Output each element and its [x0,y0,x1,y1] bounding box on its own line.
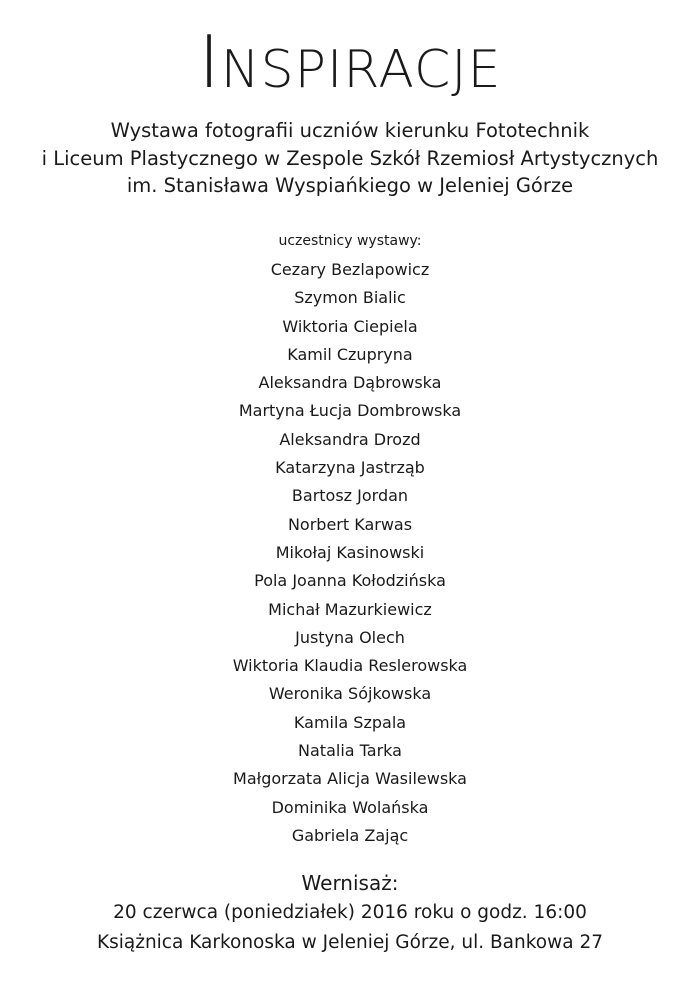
vernissage-info [0,868,700,958]
participant-name: Michał Mazurkiewicz [268,599,432,619]
participant-name: Aleksandra Dąbrowska [258,373,442,393]
participant-name: Weronika Sójkowska [268,684,432,704]
description-line: i Liceum Plastycznego w Zespole Szkół Rzemiosł Artystycznych [41,146,659,170]
participant-name: Natalia Tarka [298,741,402,761]
participant-name: Wiktoria Ciepiela [282,316,418,336]
participant-name: Martyna Łucja Dombrowska [238,401,462,421]
participant-name: Aleksandra Drozd [279,429,421,449]
vernissage-date: 20 czerwca (poniedziałek) 2016 roku o godz. 16:00 [113,902,587,923]
participant-name: Szymon Bialic [294,288,406,308]
participant-name: Kamil Czupryna [287,344,413,364]
participant-name: Cezary Bezlapowicz [270,260,430,279]
participant-name: Katarzyna Jastrząb [275,458,425,478]
vernissage-place: Książnica Karkonoska w Jeleniej Górze, ul. Bankowa 27 [96,932,603,953]
participant-name: Kamila Szpala [293,712,407,732]
participant-name: Norbert Karwas [287,514,413,534]
description-line: Wystawa fotografii uczniów kierunku Fototechnik [110,119,590,142]
participant-name: Dominika Wolańska [271,797,429,817]
participant-name: Pola Joanna Kołodzińska [254,571,446,591]
participants-list [0,256,700,850]
vernissage-heading: Wernisaż: [301,871,399,895]
participants-heading: uczestnicy wystawy: [278,233,422,249]
description-line: im. Stanisława Wyspiańkiego w Jeleniej Górze [126,174,574,197]
participant-name: Mikołaj Kasinowski [275,542,425,562]
participant-name: Wiktoria Klaudia Reslerowska [232,656,468,676]
exhibition-description [0,117,700,200]
participant-name: Gabriela Zając [291,825,409,845]
participant-name: Bartosz Jordan [291,486,409,506]
poster-title [0,22,700,122]
title-rest: NSPIRACJE [220,40,502,100]
title-initial: I [198,20,221,104]
participant-name: Justyna Olech [295,627,405,647]
participant-name: Małgorzata Alicja Wasilewska [233,769,467,789]
